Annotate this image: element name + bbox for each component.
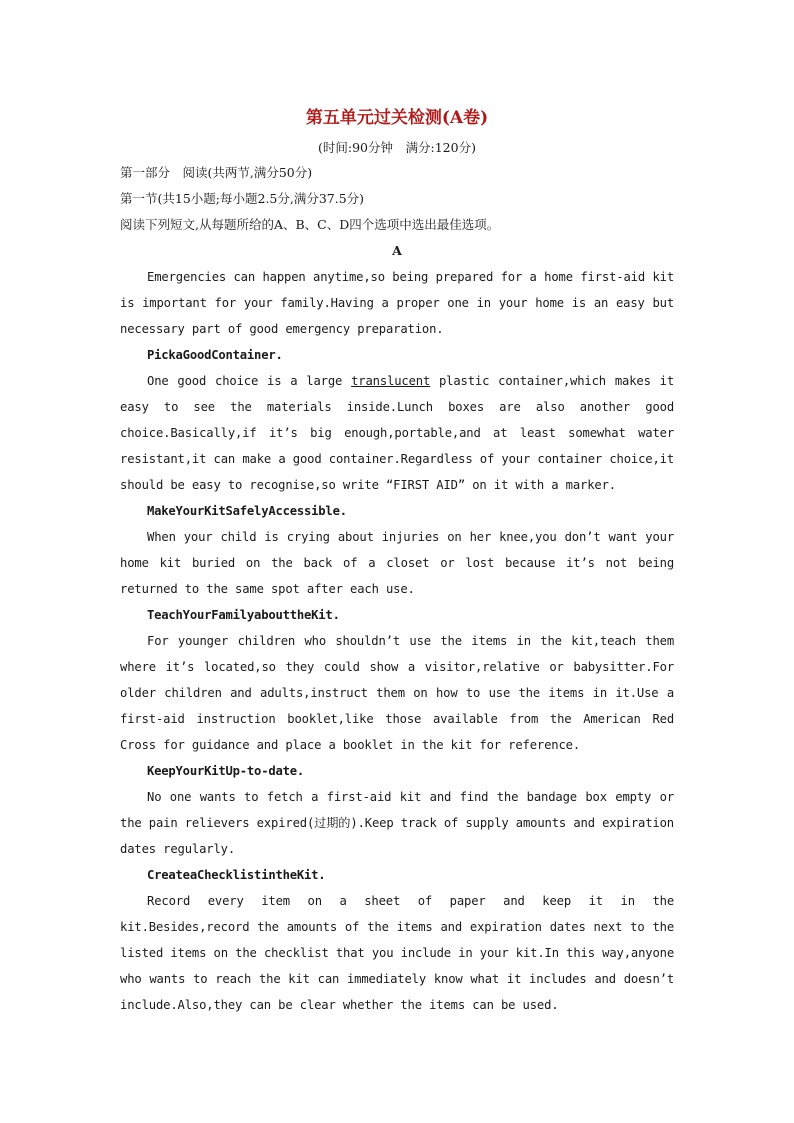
time-score-line: (时间:90分钟 满分:120分) xyxy=(318,140,476,155)
heading-checklist: CreateaChecklistintheKit. xyxy=(147,868,326,882)
paragraph-teach-family: For younger children who shouldn’t use the items in the kit,teach them where it’s located,so they could show a visitor,relative or babysitter.For older children and adults,instruct them on how to use the items in it.Use a first-aid instruction booklet,like those available from the American Red Cross for guidance and place a booklet in the kit for reference. xyxy=(120,634,674,752)
heading-accessible: MakeYourKitSafelyAccessible. xyxy=(147,504,347,518)
paragraph-accessible: When your child is crying about injuries on her knee,you don’t want your home kit buried on the back of a closet or lost because it’s not being returned to the same spot after each use. xyxy=(120,530,674,596)
passage-letter: A xyxy=(392,243,402,258)
exam-title: 第五单元过关检测(A卷) xyxy=(305,108,489,128)
instruction-line: 阅读下列短文,从每题所给的A、B、C、D四个选项中选出最佳选项。 xyxy=(120,217,500,232)
part-heading: 第一部分 阅读(共两节,满分50分) xyxy=(120,165,313,180)
subsection-heading: 第一节(共15小题;每小题2.5分,满分37.5分) xyxy=(120,191,365,206)
paragraph-checklist: Record every item on a sheet of paper and keep it in the kit.Besides,record the amounts of the items and expiration dates next to the listed items on the checklist that you include in your kit.In this way,anyone who wants to reach the kit can immediately know what it includes and doesn’t include.Also,they can be clear whether the items can be used. xyxy=(120,894,674,1012)
paragraph-pick-container xyxy=(120,368,674,498)
heading-teach-family: TeachYourFamilyabouttheKit. xyxy=(147,608,340,622)
heading-pick-container: PickaGoodContainer. xyxy=(147,348,283,362)
paragraph-up-to-date: No one wants to fetch a first-aid kit and find the bandage box empty or the pain relievers expired(过期的).Keep track of supply amounts and expiration dates regularly. xyxy=(120,790,674,856)
paragraph-text: One good choice is a large xyxy=(147,374,352,388)
underlined-word: translucent xyxy=(351,374,431,388)
intro-paragraph: Emergencies can happen anytime,so being prepared for a home first-aid kit is important for your family.Having a proper one in your home is an easy but necessary part of good emergency preparation. xyxy=(120,270,674,336)
paragraph-text: plastic container,which makes it easy to see the materials inside.Lunch boxes are also another good choice.Basically,if it’s big enough,portable,and at least somewhat water resistant,it can make a good container.Regardless of your container choice,it should be easy to recognise,so write “FIRST AID” on it with a marker. xyxy=(120,374,675,492)
heading-up-to-date: KeepYourKitUp-to-date. xyxy=(147,764,305,778)
page-content xyxy=(120,104,674,1018)
